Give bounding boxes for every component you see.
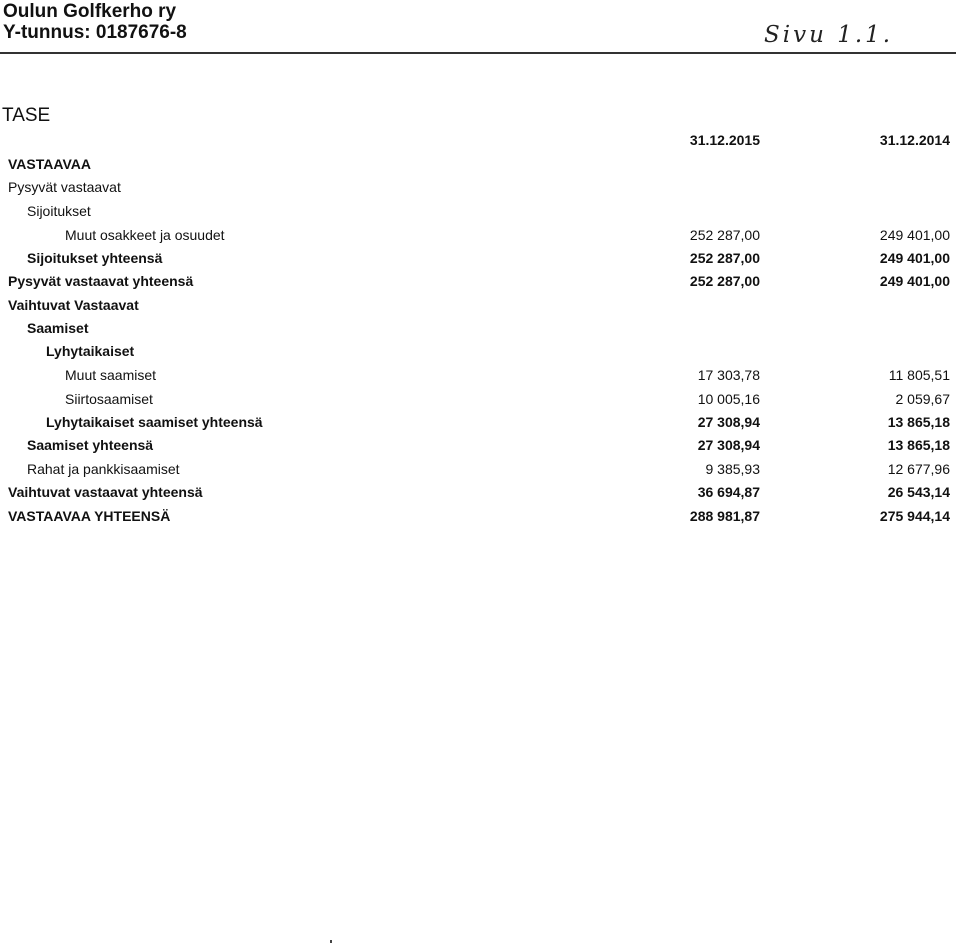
organization-name: Oulun Golfkerho ry [3, 1, 177, 22]
scan-mark [330, 940, 332, 943]
value-2015: 252 287,00 [689, 250, 760, 266]
row-label: VASTAAVAA [8, 156, 91, 172]
row-label: Muut saamiset [65, 367, 157, 383]
table-row-vastaavaa [0, 154, 956, 174]
row-label: Saamiset [27, 320, 89, 336]
value-2015: 288 981,87 [689, 508, 760, 524]
row-label: VASTAAVAA YHTEENSÄ [8, 508, 171, 524]
row-label: Lyhytaikaiset saamiset yhteensä [46, 414, 263, 430]
column-header-2014: 31.12.2014 [879, 132, 950, 148]
table-row-vaihtuvat [0, 295, 956, 315]
value-2014: 2 059,67 [895, 391, 950, 407]
value-2015: 36 694,87 [697, 484, 760, 500]
value-2014: 26 543,14 [887, 484, 950, 500]
table-row-vastaavaa-yhteensa [0, 506, 956, 526]
value-2015: 27 308,94 [697, 437, 760, 453]
row-label: Vaihtuvat Vastaavat [8, 297, 139, 313]
table-row-lyhytaikaiset-yhteensa [0, 412, 956, 432]
value-2014: 13 865,18 [887, 437, 950, 453]
value-2015: 10 005,16 [697, 391, 760, 407]
column-header-2015: 31.12.2015 [689, 132, 760, 148]
value-2015: 9 385,93 [705, 461, 760, 477]
row-label: Muut osakkeet ja osuudet [65, 227, 225, 243]
value-2014: 249 401,00 [879, 227, 950, 243]
table-row-saamiset [0, 318, 956, 338]
table-row-rahat [0, 459, 956, 479]
table-row-sijoitukset [0, 201, 956, 221]
row-label: Rahat ja pankkisaamiset [27, 461, 180, 477]
table-row-siirtosaamiset [0, 389, 956, 409]
row-label: Saamiset yhteensä [27, 437, 154, 453]
value-2015: 252 287,00 [689, 273, 760, 289]
value-2014: 11 805,51 [888, 367, 950, 383]
value-2014: 12 677,96 [887, 461, 950, 477]
table-row-sijoitukset-yhteensa [0, 248, 956, 268]
document-title: TASE [2, 105, 51, 126]
value-2014: 249 401,00 [879, 273, 950, 289]
table-row-pysyvat [0, 177, 956, 197]
table-row-vaihtuvat-yhteensa [0, 482, 956, 502]
row-label: Lyhytaikaiset [46, 343, 135, 359]
table-row-lyhytaikaiset [0, 341, 956, 361]
row-label: Sijoitukset yhteensä [27, 250, 163, 266]
header-divider [0, 52, 956, 54]
value-2014: 275 944,14 [879, 508, 950, 524]
row-label: Sijoitukset [27, 203, 91, 219]
table-row-muut-osakkeet [0, 225, 956, 245]
row-label: Vaihtuvat vastaavat yhteensä [8, 484, 203, 500]
value-2015: 252 287,00 [689, 227, 760, 243]
business-id: Y-tunnus: 0187676-8 [3, 22, 187, 43]
value-2014: 249 401,00 [879, 250, 950, 266]
row-label: Siirtosaamiset [65, 391, 153, 407]
handwritten-page-note: Sivu 1.1. [764, 22, 894, 48]
value-2015: 17 303,78 [697, 367, 760, 383]
value-2015: 27 308,94 [697, 414, 760, 430]
value-2014: 13 865,18 [887, 414, 950, 430]
table-row-pysyvat-yhteensa [0, 271, 956, 291]
row-label: Pysyvät vastaavat yhteensä [8, 273, 194, 289]
table-row-muut-saamiset [0, 365, 956, 385]
row-label: Pysyvät vastaavat [8, 179, 121, 195]
table-row-saamiset-yhteensa [0, 435, 956, 455]
